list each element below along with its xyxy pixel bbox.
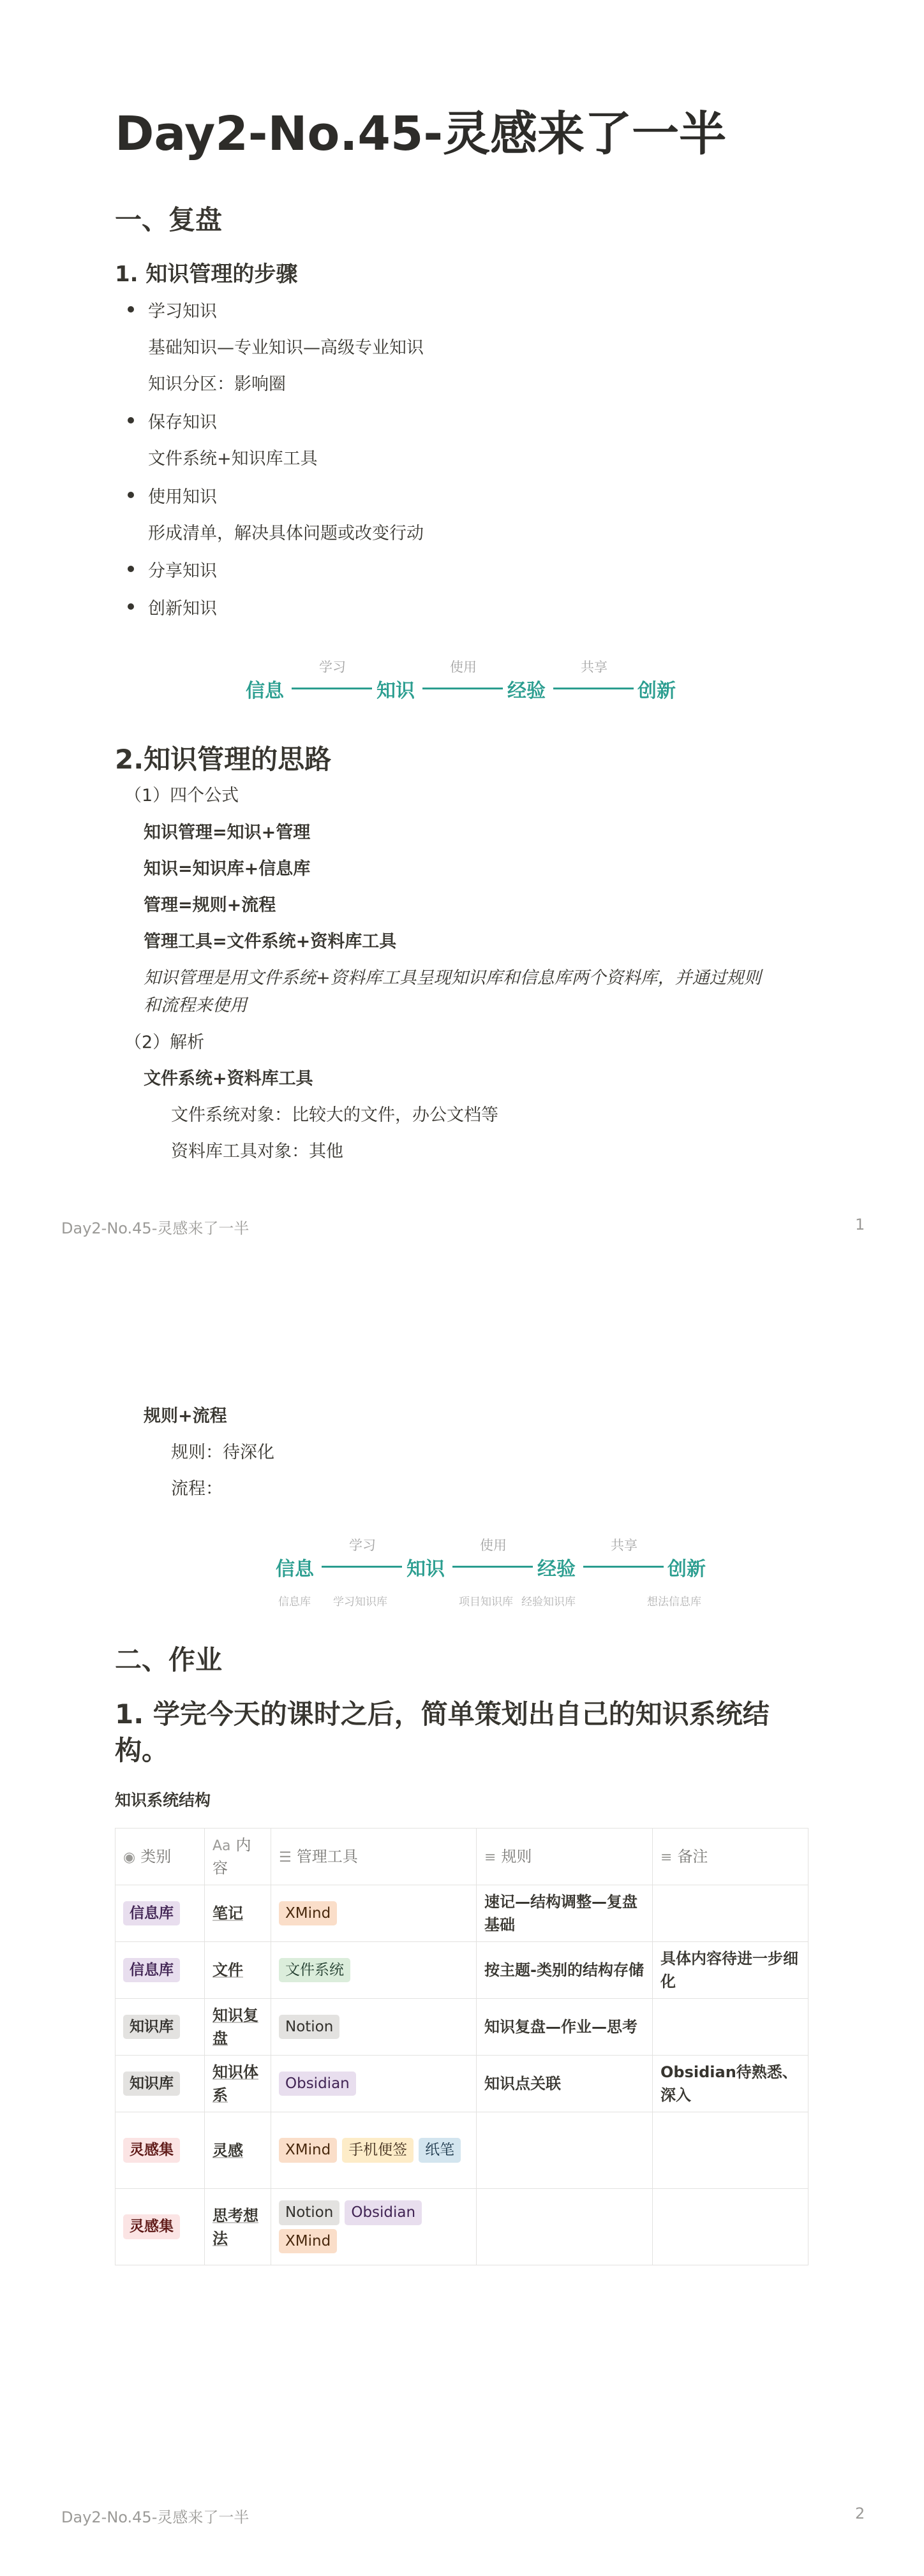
flow-sub-learning-lib: 学习知识库 [333,1596,387,1608]
summary-line-1: 知识管理是用文件系统+资料库工具呈现知识库和信息库两个资料库，并通过规则 [144,968,761,988]
category-tag: 知识库 [123,2015,180,2040]
header-category[interactable] [116,1829,205,1885]
flow-label-share: 共享 [581,659,607,675]
formula-4: 管理工具=文件系统+资料库工具 [144,932,397,952]
cell-category[interactable] [116,1942,205,1999]
cell-category[interactable] [116,1885,205,1942]
tool-tag: 文件系统 [279,1958,350,1983]
flow-arrow-2 [452,1566,533,1568]
tool-tag: XMind [279,2229,337,2254]
cell-category[interactable] [116,1999,205,2056]
header-notes[interactable] [653,1829,808,1885]
flow-node-innovate: 创新 [637,680,676,702]
cell-content[interactable] [205,2056,271,2112]
tool-tag: 手机便签 [342,2138,414,2163]
flow-node-knowledge: 知识 [406,1558,445,1580]
flow-arrow-3 [583,1566,664,1568]
cell-note[interactable]: Obsidian待熟悉、深入 [653,2056,808,2112]
use-line-1: 形成清单，解决具体问题或改变行动 [148,524,424,543]
flow-node-info: 信息 [276,1558,314,1580]
cell-rule[interactable]: 按主题-类别的结构存储 [477,1942,653,1999]
analysis-label: （2）解析 [124,1033,205,1052]
content-link[interactable]: 思考想法 [212,2206,258,2248]
footer-page-number: 2 [855,2505,865,2522]
process-line: 流程： [171,1479,223,1499]
cell-content[interactable] [205,1942,271,1999]
four-formulas-label: （1）四个公式 [124,786,239,806]
knowledge-flow-diagram-detailed [276,1534,710,1614]
page-title: Day2-No.45-灵感来了一半 [115,107,727,161]
tool-tag: Obsidian [345,2200,422,2225]
flow-sub-info-lib: 信息库 [278,1596,311,1608]
cell-rule[interactable]: 知识点关联 [477,2056,653,2112]
bullet-save: 保存知识 [148,408,217,433]
analysis-rules-process: 规则+流程 [144,1406,227,1426]
formula-3: 管理=规则+流程 [144,895,276,915]
homework-question-line-2: 构。 [115,1734,169,1766]
title-icon: Aa [212,1838,231,1854]
multi-select-icon: ☰ [279,1850,292,1866]
formula-2: 知识=知识库+信息库 [144,859,311,879]
tool-tag: XMind [279,2138,337,2163]
flow-node-innovate: 创新 [667,1558,706,1580]
rules-line: 规则：待深化 [171,1443,274,1462]
bullet-share: 分享知识 [148,557,217,582]
cell-note[interactable] [653,2189,808,2265]
cell-tools[interactable] [271,2056,477,2112]
formula-1: 知识管理=知识+管理 [144,823,311,843]
analysis-file-system-line-2: 资料库工具对象：其他 [171,1142,343,1161]
table-row [116,2112,808,2189]
content-link[interactable]: 知识体系 [212,2063,258,2104]
tool-tag: Notion [279,2200,339,2225]
cell-note[interactable] [653,1885,808,1942]
flow-arrow-3 [553,688,634,689]
cell-content[interactable] [205,1885,271,1942]
header-tools[interactable] [271,1829,477,1885]
flow-sub-idea-lib: 想法信息库 [647,1596,701,1608]
cell-category[interactable] [116,2112,205,2189]
footer-title: Day2-No.45-灵感来了一半 [61,1219,250,1237]
cell-note[interactable] [653,2112,808,2189]
select-icon: ◉ [123,1850,136,1866]
cell-category[interactable] [116,2056,205,2112]
table-row [116,1942,808,1999]
summary-line-2: 和流程来使用 [144,996,247,1015]
analysis-file-system-line-1: 文件系统对象：比较大的文件，办公文档等 [171,1105,498,1125]
subheading-knowledge-approach: 2.知识管理的思路 [115,744,332,775]
table-row [116,1999,808,2056]
flow-label-use: 使用 [480,1538,507,1553]
bullet-learn: 学习知识 [148,297,217,322]
footer-title: Day2-No.45-灵感来了一半 [61,2508,250,2526]
header-rules-label: 规则 [501,1848,532,1866]
cell-tools[interactable] [271,1942,477,1999]
cell-note[interactable]: 具体内容待进一步细化 [653,1942,808,1999]
subheading-knowledge-steps: 1. 知识管理的步骤 [115,261,298,287]
category-tag: 信息库 [123,1901,180,1926]
knowledge-system-table [115,1828,808,2265]
header-category-label: 类别 [140,1848,172,1866]
content-link[interactable]: 知识复盘 [212,2006,258,2047]
header-content[interactable] [205,1829,271,1885]
table-row [116,1885,808,1942]
text-icon: ≡ [660,1850,673,1866]
flow-label-learn: 学习 [349,1538,376,1553]
header-tools-label: 管理工具 [296,1848,358,1866]
knowledge-flow-diagram [246,656,680,707]
content-link[interactable]: 灵感 [212,2141,243,2160]
cell-note[interactable] [653,1999,808,2056]
homework-question [115,1696,817,1769]
cell-content[interactable] [205,2189,271,2265]
content-link[interactable]: 笔记 [212,1904,243,1922]
tool-tag: XMind [279,1901,337,1926]
bullet-innovate: 创新知识 [148,594,217,619]
cell-rule[interactable] [477,2189,653,2265]
flow-node-experience: 经验 [507,680,546,702]
cell-tools[interactable] [271,2112,477,2189]
table-row [116,2056,808,2112]
flow-sub-experience-lib: 经验知识库 [521,1596,576,1608]
footer-page-number: 1 [855,1216,865,1233]
cell-content[interactable] [205,1999,271,2056]
flow-label-share: 共享 [611,1538,637,1553]
flow-arrow-1 [292,688,372,689]
tool-tag: Obsidian [279,2072,356,2096]
table-header-row [116,1829,808,1885]
flow-label-learn: 学习 [319,659,346,675]
cell-rule[interactable] [477,2112,653,2189]
homework-question-line-1: 1. 学完今天的课时之后，简单策划出自己的知识系统结 [115,1698,770,1730]
header-rules[interactable] [477,1829,653,1885]
flow-node-info: 信息 [246,680,284,702]
header-notes-label: 备注 [677,1848,708,1866]
header-content-label: 内容 [212,1836,251,1877]
flow-node-knowledge: 知识 [376,680,415,702]
text-icon: ≡ [484,1850,496,1866]
cell-content[interactable] [205,2112,271,2189]
save-line-1: 文件系统+知识库工具 [148,449,318,469]
flow-arrow-1 [322,1566,402,1568]
flow-label-use: 使用 [450,659,477,675]
flow-node-experience: 经验 [537,1558,576,1580]
cell-category[interactable] [116,2189,205,2265]
section-heading-homework: 二、作业 [115,1644,223,1675]
category-tag: 灵感集 [123,2214,180,2239]
category-tag: 信息库 [123,1958,180,1983]
table-title: 知识系统结构 [115,1791,211,1809]
table-row [116,2189,808,2265]
learn-line-1: 基础知识—专业知识—高级专业知识 [148,338,424,358]
learn-line-2: 知识分区：影响圈 [148,374,286,394]
tool-tag: Notion [279,2015,339,2040]
cell-tools[interactable] [271,1885,477,1942]
cell-tools[interactable] [271,1999,477,2056]
analysis-file-system: 文件系统+资料库工具 [144,1069,313,1089]
cell-rule[interactable]: 速记—结构调整—复盘基础 [477,1885,653,1942]
tool-tag: 纸笔 [419,2138,461,2163]
content-link[interactable]: 文件 [212,1961,243,1979]
category-tag: 知识库 [123,2072,180,2096]
section-heading-review: 一、复盘 [115,204,223,235]
category-tag: 灵感集 [123,2138,180,2163]
bullet-use: 使用知识 [148,483,217,508]
cell-tools[interactable] [271,2189,477,2265]
cell-rule[interactable]: 知识复盘—作业—思考 [477,1999,653,2056]
flow-sub-project-lib: 项目知识库 [459,1596,513,1608]
flow-arrow-2 [422,688,503,689]
